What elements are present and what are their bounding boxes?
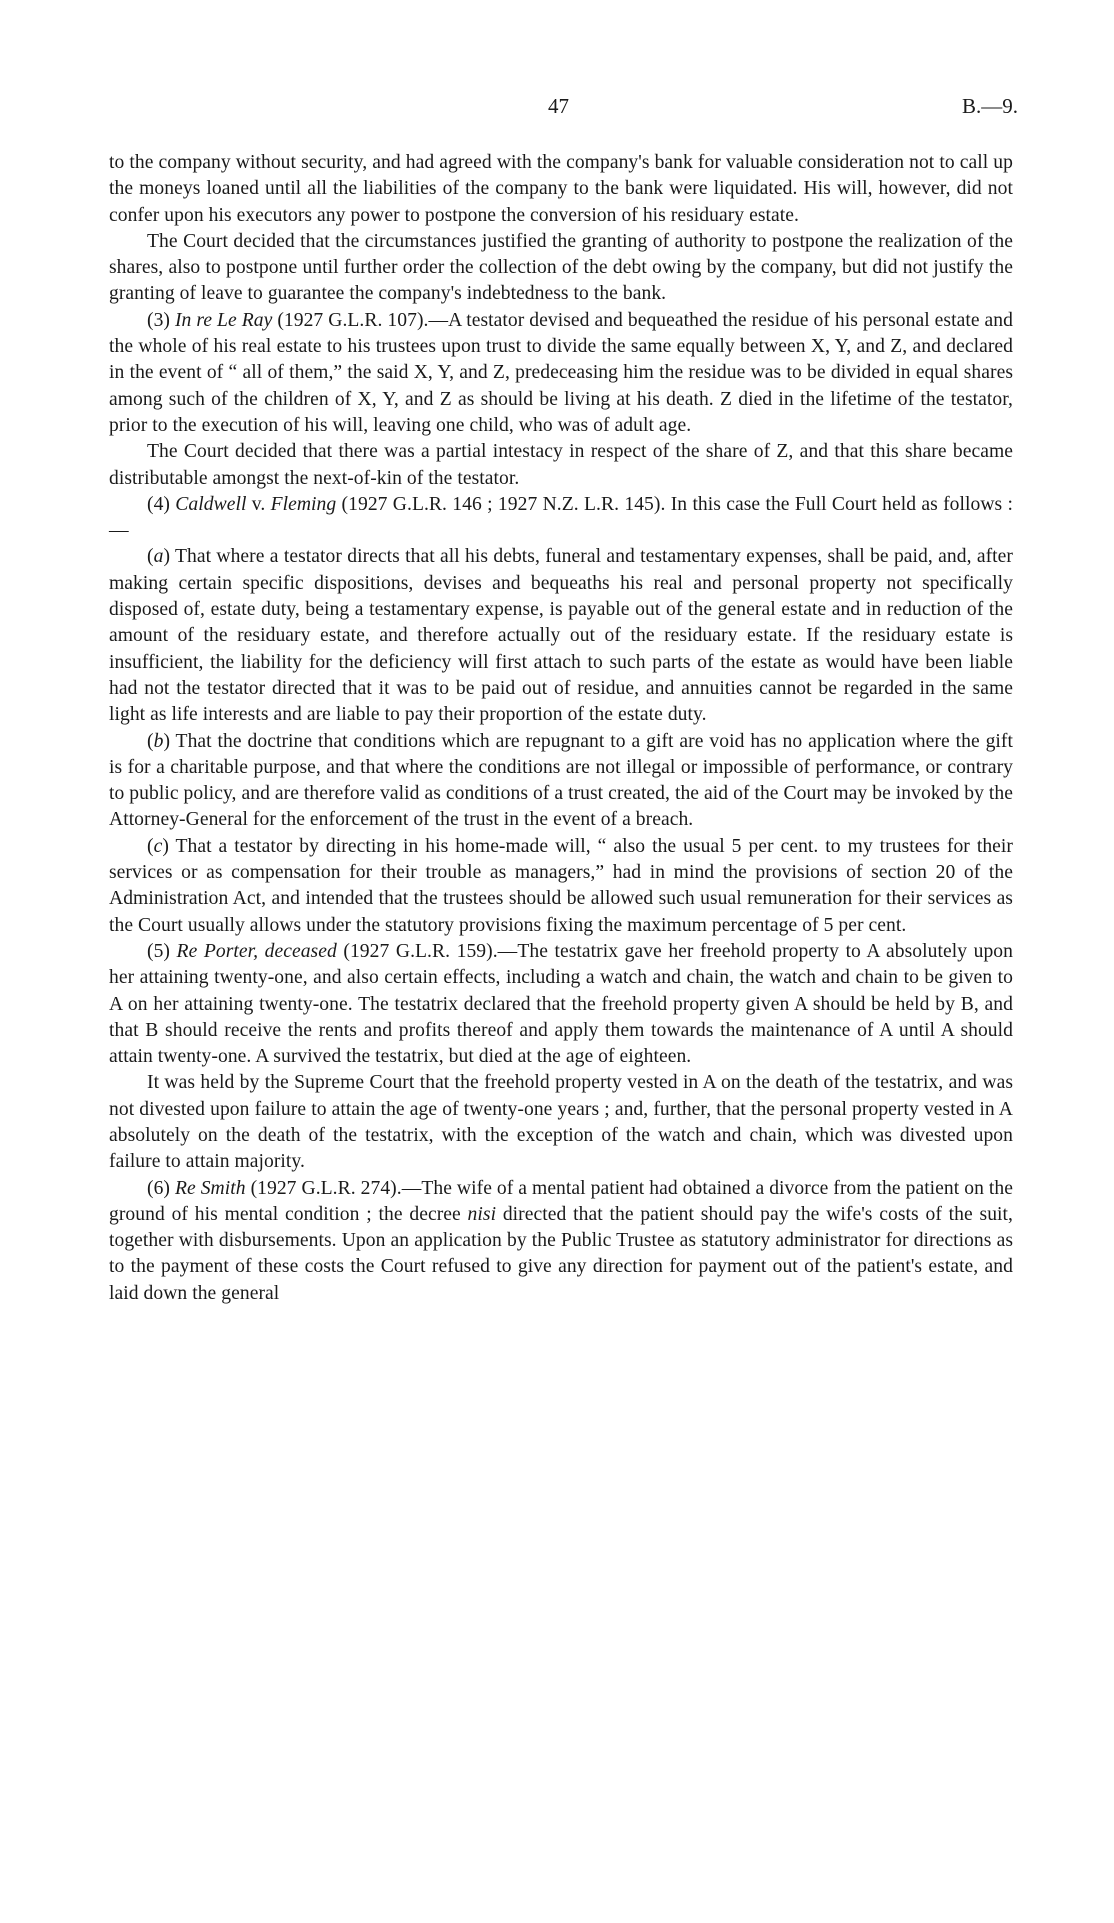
case-number: (6): [147, 1177, 175, 1199]
page-number: 47: [548, 94, 569, 118]
body-text: [109, 150, 1013, 1307]
case-text: (1927 G.L.R. 274).—The wife of a mental patient had obtained a divorce from the patient on the ground of his mental condition ; the decree: [109, 1177, 1013, 1225]
holding-text: That a testator by directing in his home-made will, “ also the usual 5 per cent. to my trustees for their services or as compensation for their trouble as managers,” had in mind the provisions of section 20 of the Administration Act, and intended that the trustees should be allowed such usual remuneration for their services as the Court usually allows under the statutory provisions fixing the maximum percentage of 5 per cent.: [109, 835, 1013, 936]
holding-text: That the doctrine that conditions which are repugnant to a gift are void has no application where the gift is for a charitable purpose, and that where the conditions are not illegal or impossible of performance, or contrary to public policy, and are therefore valid as conditions of a trust created, the aid of the Court may be invoked by the Attorney-General for the enforcement of the trust in the event of a breach.: [109, 730, 1013, 831]
paragraph-holding-a: (a) That where a testator directs that all his debts, funeral and testamentary expenses, shall be paid, and, after making certain specific dispositions, devises and bequeaths his real and personal property not specifically disposed of, estate duty, being a testamentary expense, is payable out of the general estate and in reduction of the amount of the residuary estate, and therefore actually out of the residuary estate. If the residuary estate is insufficient, the liability for the deficiency will first attach to such parts of the estate as would have been liable had not the testator directed that it was to be paid out of residue, and annuities cannot be regarded in the same light as life interests and are liable to pay their proportion of the estate duty.: [109, 546, 1013, 726]
case-text-continued: directed that the patient should pay the wife's costs of the suit, together with disbursements. Upon an application by the Public Trustee as statutory administrator for directions as to the payment of these costs the Court refused to give any direction for payment out of the patient's estate, and laid down the general: [109, 1203, 1013, 1304]
paragraph-court-decision-1: The Court decided that the circumstances justified the granting of authority to postpone the realization of the shares, also to postpone until further order the collection of the debt owing by the company, but did not justify the granting of leave to guarantee the company's indebtedness to the bank.: [109, 230, 1013, 305]
document-reference: B.—9.: [961, 94, 1018, 118]
case-text: (1927 G.L.R. 159).—The testatrix gave her freehold property to A absolutely upon her attaining twenty-one, and also certain effects, including a watch and chain, the watch and chain to be given to A on her attaining twenty-one. The testatrix declared that the freehold property given A should be held by B, and that B should receive the rents and profits thereof and apply them towards the maintenance of A until A should attain twenty-one. A survived the testatrix, but died at the age of eighteen.: [109, 940, 1013, 1068]
paragraph-holding-c: (c) That a testator by directing in his home-made will, “ also the usual 5 per cent. to my trustees for their services or as compensation for their trouble as managers,” had in mind the provisions of section 20 of the Administration Act, and intended that the trustees should be allowed such usual remuneration for their services as the Court usually allows under the statutory provisions fixing the maximum percentage of 5 per cent.: [109, 835, 1013, 936]
paragraph-case-4: [109, 492, 1013, 545]
holding-letter: a: [153, 546, 164, 568]
case-number: (5): [147, 940, 177, 962]
paragraph-court-decision-5: It was held by the Supreme Court that the freehold property vested in A on the death of the testatrix, and was not divested upon failure to attain the age of twenty-one years ; and, further, that the personal property vested in A absolutely on the death of the testatrix, with the exception of the watch and chain, which was divested upon failure to attain majority.: [109, 1072, 1013, 1173]
case-text: (1927 G.L.R. 146 ; 1927 N.Z. L.R. 145). In this case the Full Court held as follows :—: [109, 493, 1013, 542]
case-number: (3): [147, 309, 175, 331]
case-name: Re Smith: [174, 1177, 246, 1199]
paragraph-case-6: [109, 1176, 1013, 1307]
case-name-2: Fleming: [270, 493, 337, 515]
case-name: In re Le Ray: [174, 309, 273, 331]
case-name: Re Porter, deceased: [176, 940, 337, 962]
case-number: (4): [147, 493, 176, 515]
holding-letter: c: [153, 835, 163, 857]
italic-term: nisi: [467, 1203, 497, 1225]
holding-text: That where a testator directs that all his debts, funeral and testamentary expenses, shall be paid, and, after making certain specific dispositions, devises and bequeaths his real and personal property not specifically disposed of, estate duty, being a testamentary expense, is payable out of the general estate and in reduction of the amount of the residuary estate, and therefore actually out of the residuary estate. If the residuary estate is insufficient, the liability for the deficiency will first attach to such parts of the estate as would have been liable had not the testator directed that it was to be paid out of residue, and annuities cannot be regarded in the same light as life interests and are liable to pay their proportion of the estate duty.: [109, 546, 1013, 726]
paragraph-case-3: [109, 308, 1013, 439]
holding-letter: b: [153, 730, 164, 752]
case-name: Caldwell: [175, 493, 247, 515]
paragraph-holding-b: (b) That the doctrine that conditions which are repugnant to a gift are void has no application where the gift is for a charitable purpose, and that where the conditions are not illegal or impossible of performance, or contrary to public policy, and are therefore valid as conditions of a trust created, the aid of the Court may be invoked by the Attorney-General for the enforcement of the trust in the event of a breach.: [109, 730, 1013, 831]
paragraph-continuation: to the company without security, and had agreed with the company's bank for valuable consideration not to call up the moneys loaned until all the liabilities of the company to the bank were liquidated. His will, however, did not confer upon his executors any power to postpone the conversion of his residuary estate.: [109, 152, 1013, 226]
paragraph-case-5: [109, 939, 1013, 1070]
case-versus: v.: [246, 493, 271, 515]
page-header: [0, 94, 1114, 124]
case-text: (1927 G.L.R. 107).—A testator devised and bequeathed the residue of his personal estate and the whole of his real estate to his trustees upon trust to divide the same equally between X, Y, and Z, and declared in the event of “ all of them,” the said X, Y, and Z, predeceasing him the residue was to be divided in equal shares among such of the children of X, Y, and Z as should be living at his death. Z died in the lifetime of the testator, prior to the execution of his will, leaving one child, who was of adult age.: [109, 309, 1013, 436]
paragraph-court-decision-3: The Court decided that there was a partial intestacy in respect of the share of Z, and that this share became distributable amongst the next-of-kin of the testator.: [109, 441, 1013, 489]
